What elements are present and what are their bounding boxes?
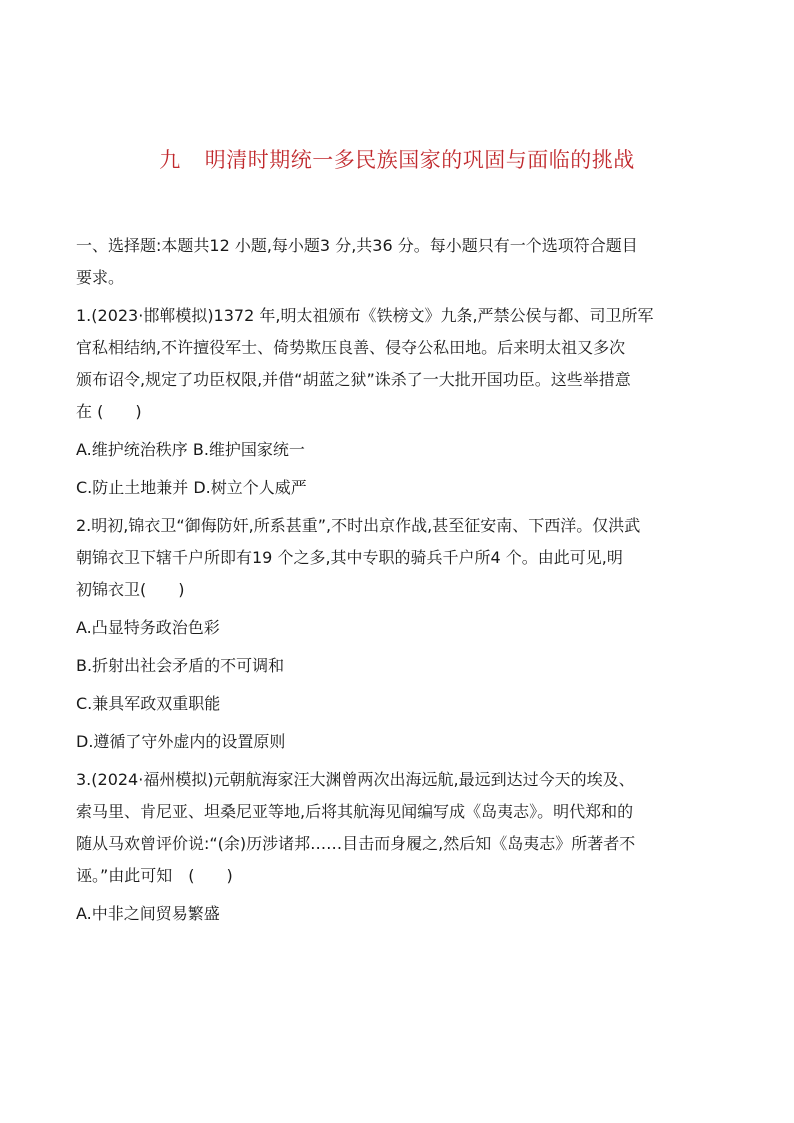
question-2-option-c: C.兼具军政双重职能 (76, 694, 221, 713)
question-1-options-cd: C.防止土地兼并 D.树立个人威严 (76, 478, 307, 497)
question-1-options-ab: A.维护统治秩序 B.维护国家统一 (76, 440, 305, 459)
question-1-stem: 1.(2023·邯郸模拟)1372 年,明太祖颁布《铁榜文》九条,严禁公侯与都、司卫所军 官私相结纳,不许擅役军士、倚势欺压良善、侵夺公私田地。后来明太祖又多次 颁布诏令,规定了功臣权限,并借“胡蓝之狱”诛杀了一大批开国功臣。这些举措意 在 ( ) (76, 306, 654, 421)
question-2-option-d: D.遵循了守外虚内的设置原则 (76, 732, 286, 751)
page-title (0, 144, 794, 174)
question-3-option-a: A.中非之间贸易繁盛 (76, 904, 220, 923)
chapter-title: 明清时期统一多民族国家的巩固与面临的挑战 (204, 148, 635, 172)
question-2-stem: 2.明初,锦衣卫“御侮防奸,所系甚重”,不时出京作战,甚至征安南、下西洋。仅洪武 朝锦衣卫下辖千户所即有19 个之多,其中专职的骑兵千户所4 个。由此可见,明 初锦衣卫( ) (76, 516, 641, 599)
section-heading: 一、选择题:本题共12 小题,每小题3 分,共36 分。每小题只有一个选项符合题目 要求。 (76, 236, 638, 287)
question-2-option-a: A.凸显特务政治色彩 (76, 618, 220, 637)
question-2-option-b: B.折射出社会矛盾的不可调和 (76, 656, 285, 675)
question-3-stem: 3.(2024·福州模拟)元朝航海家汪大渊曾两次出海远航,最远到达过今天的埃及、 索马里、肯尼亚、坦桑尼亚等地,后将其航海见闻编写成《岛夷志》。明代郑和的 随从马欢曾评价说:“(余)历涉诸邦……目击而身履之,然后知《岛夷志》所著者不 诬。”由此可知 ( ) (76, 770, 636, 885)
document-body (76, 230, 722, 930)
question-2 (76, 510, 722, 758)
question-3 (76, 764, 722, 930)
question-1 (76, 300, 722, 504)
chapter-number: 九 (159, 148, 181, 172)
